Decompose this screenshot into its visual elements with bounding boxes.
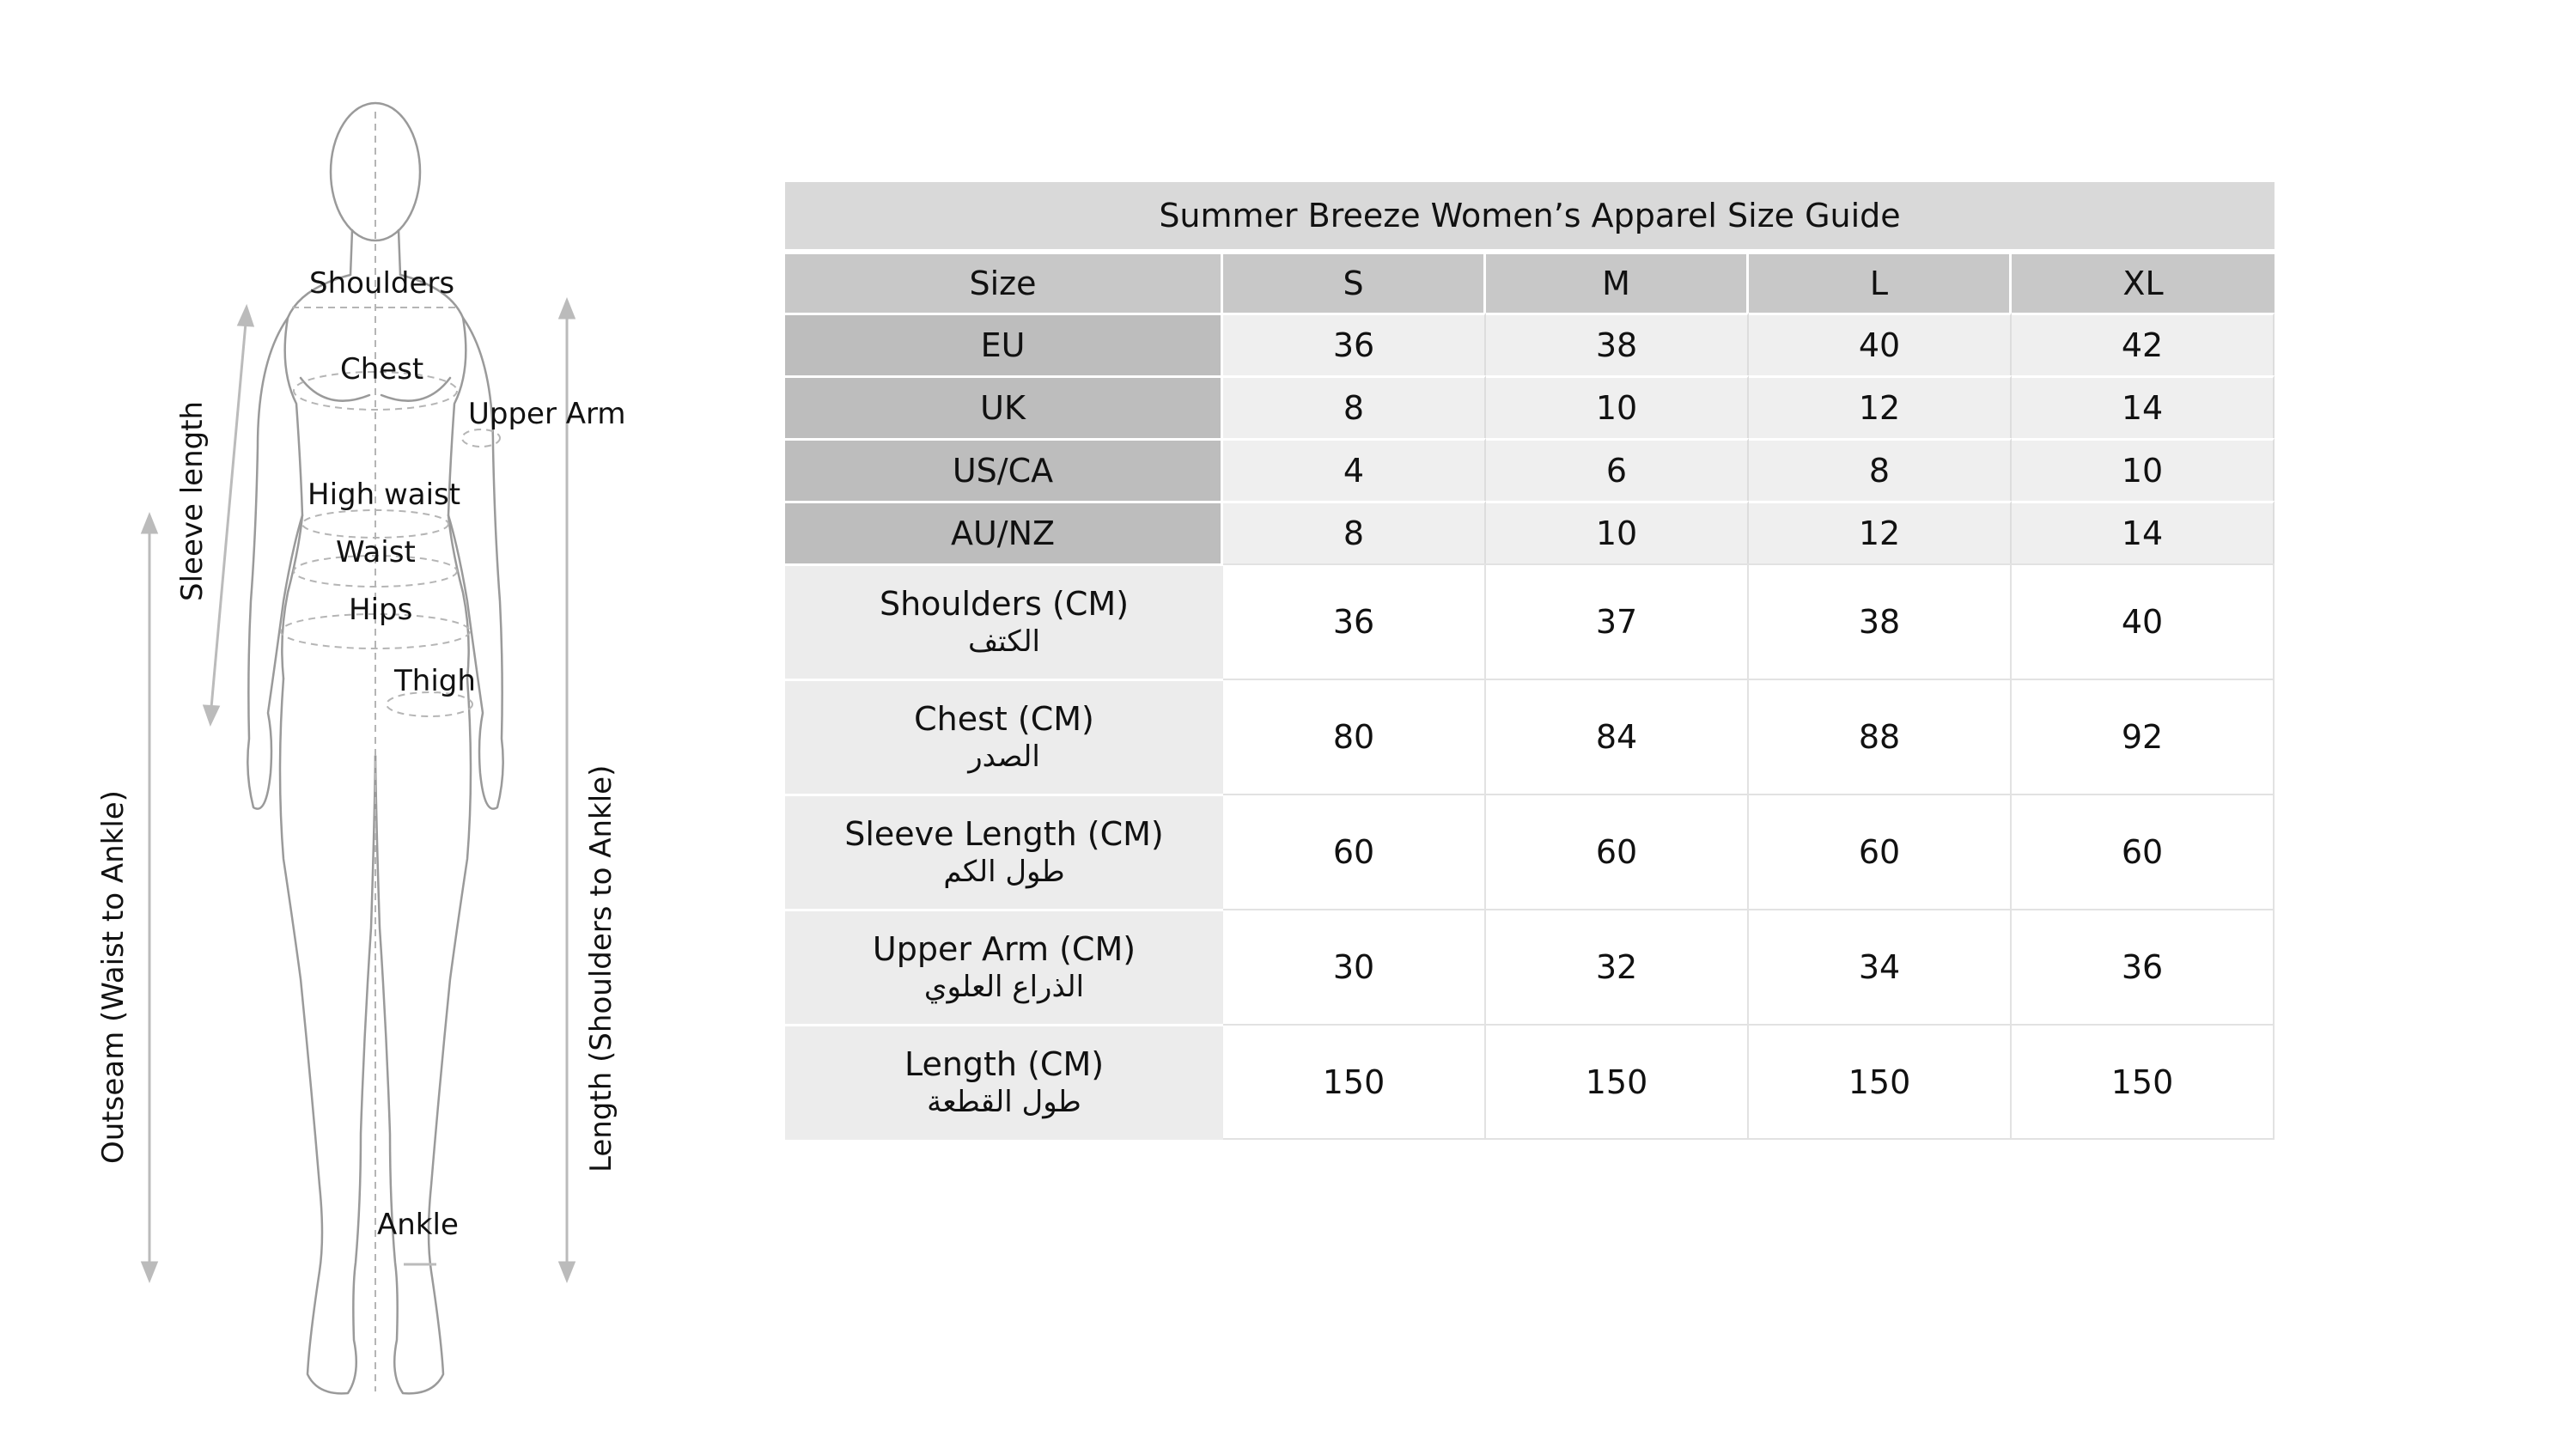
cell-uk-m: 10 (1486, 375, 1749, 438)
table-header-row (785, 254, 2275, 313)
cell-us-ca-s: 4 (1223, 438, 1486, 501)
table-row-chest (785, 679, 2275, 794)
row-label-length-ar: طول القطعة (927, 1085, 1081, 1119)
cell-au-nz-m: 10 (1486, 501, 1749, 563)
row-label-uk: UK (785, 375, 1223, 438)
cell-uk-l: 12 (1749, 375, 2012, 438)
cell-upper-arm-xl: 36 (2012, 909, 2275, 1024)
cell-sleeve-length-l: 60 (1749, 794, 2012, 909)
cell-upper-arm-s: 30 (1223, 909, 1486, 1024)
cell-au-nz-s: 8 (1223, 501, 1486, 563)
cell-us-ca-m: 6 (1486, 438, 1749, 501)
label-shoulders: Shoulders (309, 266, 455, 301)
row-label-us-ca: US/CA (785, 438, 1223, 501)
header-size-s: S (1223, 254, 1486, 313)
table-row-eu (785, 313, 2275, 375)
header-size-m: M (1486, 254, 1749, 313)
row-label-length (785, 1024, 1223, 1140)
row-label-sleeve-length-ar: طول الكم (943, 854, 1065, 889)
cell-sleeve-length-s: 60 (1223, 794, 1486, 909)
cell-au-nz-xl: 14 (2012, 501, 2275, 563)
row-label-au-nz: AU/NZ (785, 501, 1223, 563)
label-outseam: Outseam (Waist to Ankle) (96, 790, 131, 1164)
cell-shoulders-l: 38 (1749, 563, 2012, 679)
cell-us-ca-xl: 10 (2012, 438, 2275, 501)
sleeve-length-arrowhead-bottom (204, 706, 218, 723)
cell-upper-arm-m: 32 (1486, 909, 1749, 1024)
measurement-figure-panel (0, 0, 687, 1449)
cell-length-m: 150 (1486, 1024, 1749, 1140)
cell-upper-arm-l: 34 (1749, 909, 2012, 1024)
row-label-upper-arm-ar: الذراع العلوي (923, 969, 1085, 1004)
table-title: Summer Breeze Women’s Apparel Size Guide (785, 182, 2275, 249)
cell-shoulders-m: 37 (1486, 563, 1749, 679)
table-row-shoulders (785, 563, 2275, 679)
table-row-length (785, 1024, 2275, 1140)
label-high-waist: High waist (308, 478, 461, 512)
cell-length-xl: 150 (2012, 1024, 2275, 1140)
table-row-us-ca (785, 438, 2275, 501)
body-figure-illustration (0, 0, 687, 1449)
row-label-upper-arm (785, 909, 1223, 1024)
table-row-upper-arm (785, 909, 2275, 1024)
size-guide-table (785, 182, 2275, 1140)
cell-eu-m: 38 (1486, 313, 1749, 375)
label-waist: Waist (336, 535, 416, 569)
cell-length-l: 150 (1749, 1024, 2012, 1140)
row-label-sleeve-length (785, 794, 1223, 909)
label-ankle: Ankle (377, 1208, 459, 1242)
row-label-eu: EU (785, 313, 1223, 375)
label-sleeve-length: Sleeve length (175, 400, 210, 601)
table-row-uk (785, 375, 2275, 438)
label-length: Length (Shoulders to Ankle) (584, 764, 618, 1172)
row-label-shoulders-ar: الكتف (967, 624, 1041, 659)
header-size-l: L (1749, 254, 2012, 313)
label-thigh: Thigh (394, 664, 476, 698)
length-arrowhead-bottom (560, 1263, 574, 1280)
cell-chest-xl: 92 (2012, 679, 2275, 794)
cell-eu-l: 40 (1749, 313, 2012, 375)
cell-shoulders-s: 36 (1223, 563, 1486, 679)
cell-chest-l: 88 (1749, 679, 2012, 794)
upper-arm-guide (462, 429, 500, 447)
cell-eu-s: 36 (1223, 313, 1486, 375)
row-label-sleeve-length-en: Sleeve Length (CM) (844, 814, 1164, 853)
cell-uk-s: 8 (1223, 375, 1486, 438)
cell-au-nz-l: 12 (1749, 501, 2012, 563)
figure-left-leg (280, 679, 375, 1393)
row-label-chest-en: Chest (CM) (914, 699, 1094, 738)
label-upper-arm: Upper Arm (468, 397, 626, 431)
cell-length-s: 150 (1223, 1024, 1486, 1140)
sleeve-length-arrow (210, 314, 247, 717)
row-label-chest-ar: الصدر (968, 739, 1040, 774)
cell-uk-xl: 14 (2012, 375, 2275, 438)
table-row-sleeve-length (785, 794, 2275, 909)
length-arrowhead-top (560, 301, 574, 318)
cell-chest-s: 80 (1223, 679, 1486, 794)
label-chest: Chest (340, 352, 424, 387)
row-label-length-en: Length (CM) (904, 1045, 1105, 1083)
table-title-row (785, 182, 2275, 249)
cell-us-ca-l: 8 (1749, 438, 2012, 501)
outseam-arrowhead-top (143, 515, 156, 533)
cell-sleeve-length-xl: 60 (2012, 794, 2275, 909)
row-label-shoulders (785, 563, 1223, 679)
row-label-shoulders-en: Shoulders (CM) (879, 584, 1130, 623)
cell-chest-m: 84 (1486, 679, 1749, 794)
label-hips: Hips (349, 593, 413, 627)
table-row-au-nz (785, 501, 2275, 563)
header-size-label: Size (785, 254, 1223, 313)
figure-right-leg (375, 679, 471, 1393)
cell-shoulders-xl: 40 (2012, 563, 2275, 679)
row-label-upper-arm-en: Upper Arm (CM) (872, 929, 1136, 968)
outseam-arrowhead-bottom (143, 1263, 156, 1280)
header-size-xl: XL (2012, 254, 2275, 313)
row-label-chest (785, 679, 1223, 794)
cell-sleeve-length-m: 60 (1486, 794, 1749, 909)
sleeve-length-arrowhead-top (239, 307, 253, 326)
cell-eu-xl: 42 (2012, 313, 2275, 375)
